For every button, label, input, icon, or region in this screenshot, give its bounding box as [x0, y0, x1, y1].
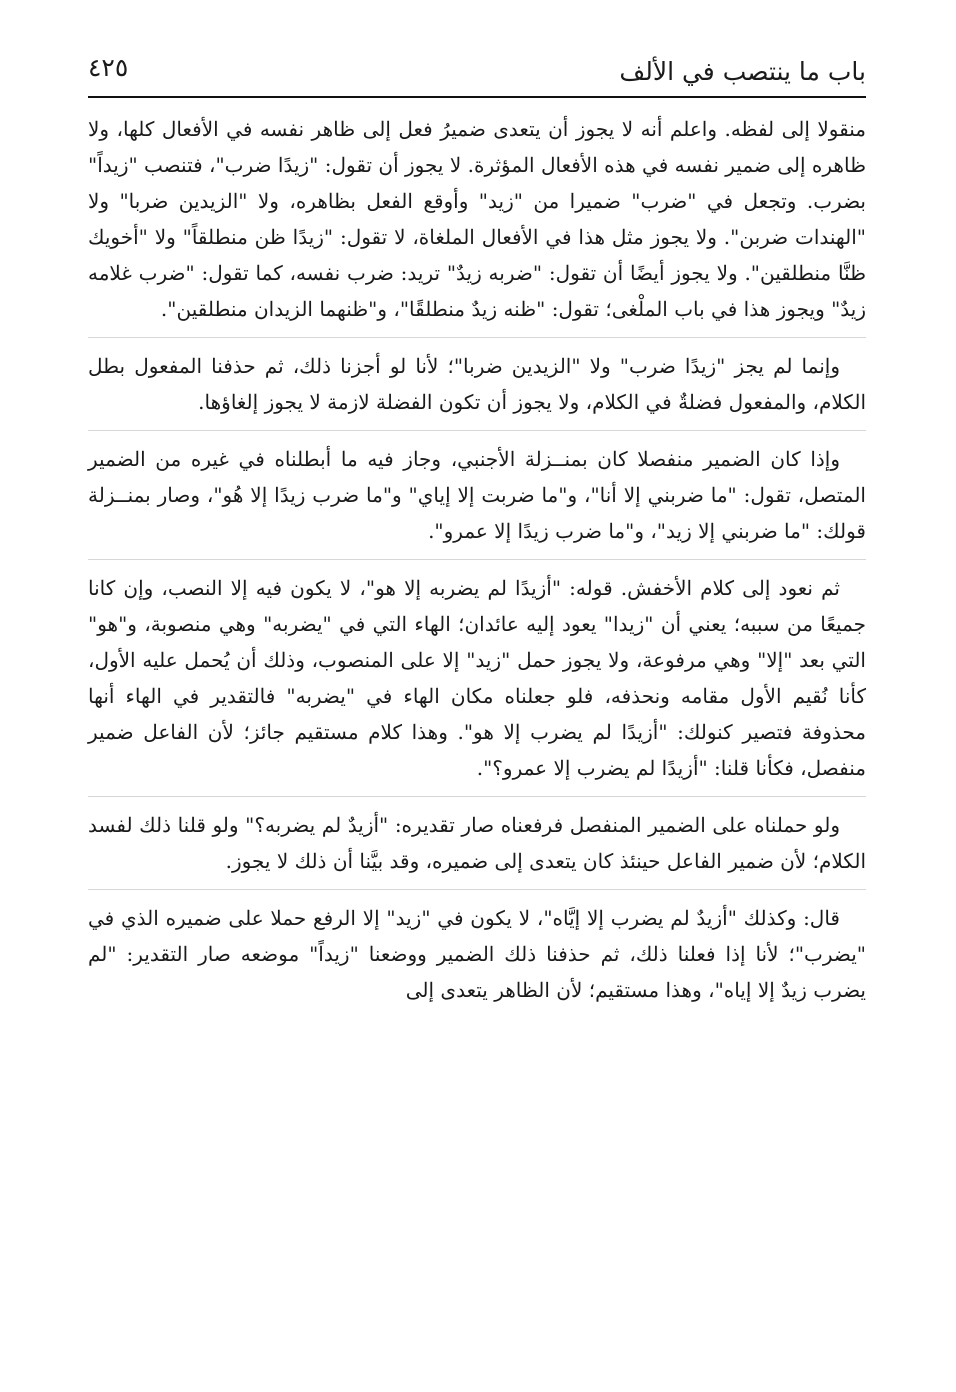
book-page — [88, 40, 866, 1380]
paragraph-4: ثم نعود إلى كلام الأخفش. قوله: "أزيدًا لم يضربه إلا هو"، لا يكون فيه إلا النصب، وإن كانا جميعًا من سببه؛ يعني أن "زيدا" يعود إليه عائدان؛ الهاء التي في "يضربه" وهي منصوبة، و"هو" التي بعد "إلا" وهي مرفوعة، ولا يجوز حمل "زيد" إلا على المنصوب، وذلك أن يُحمل عليه الأول، كأنا نُقيم الأول مقامه ونحذفه، فلو جعلناه مكان الهاء في "يضربه" فالتقدير في الهاء أنها محذوفة فتصير كنولك: "أزيدًا لم يضرب إلا هو". وهذا كلام مستقيم جائز؛ لأن الفاعل ضمير منفصل، فكأنا قلنا: "أزيدًا لم يضرب إلا عمرو؟". — [88, 559, 866, 786]
paragraph-1: منقولا إلى لفظه. واعلم أنه لا يجوز أن يتعدى ضميرُ فعل إلى ظاهر نفسه في الأفعال كلها، ولا ظاهره إلى ضمير نفسه في هذه الأفعال المؤثرة. لا يجوز أن تقول: "زيدًا ضرب"، فتنصب "زيداً" بضرب. وتجعل في "ضرب" ضميرا من "زيد" وأوقع الفعل بظاهره، ولا "الزيدين ضربا" ولا "الهندات ضربن". ولا يجوز مثل هذا في الأفعال الملغاة، لا تقول: "زيدًا ظن منطلقاً" ولا "أخويك ظنَّا منطلقين". ولا يجوز أيضًا أن تقول: "ضربه زيدٌ" تريد: ضرب نفسه، كما تقول: "ضرب غلامه زيدٌ" ويجوز هذا في باب الملْغى؛ تقول: "ظنه زيدٌ منطلقًا"، و"ظنهما الزيدان منطلقين". — [88, 117, 866, 321]
chapter-title: باب ما ينتصب في الألف — [619, 57, 866, 86]
paragraph-2: وإنما لم يجز "زيدًا ضرب" ولا "الزيدين ضربا"؛ لأنا لو أجزنا ذلك، ثم حذفنا المفعول بطل الكلام، والمفعول فضلةٌ في الكلام، ولا يجوز أن تكون الفضلة لازمة لا يجوز إلغاؤها. — [88, 337, 866, 420]
running-header — [88, 40, 866, 98]
page-number: ٤٢٥ — [88, 53, 129, 82]
paragraph-3: وإذا كان الضمير منفصلا كان بمنــزلة الأجنبي، وجاز فيه ما أبطلناه في غيره من الضمير المتصل، تقول: "ما ضربني إلا أنا"، و"ما ضربت إلا إياي" و"ما ضرب زيدًا إلا هُو"، وصار بمنــزلة قولك: "ما ضربني إلا زيد"، و"ما ضرب زيدًا إلا عمرو". — [88, 430, 866, 549]
paragraph-5: ولو حملناه على الضمير المنفصل فرفعناه صار تقديره: "أزيدٌ لم يضربه؟" ولو قلنا ذلك لفسد الكلام؛ لأن ضمير الفاعل حينئذ كان يتعدى إلى ضميره، وقد بيَّنا أن ذلك لا يجوز. — [88, 796, 866, 879]
page-body — [88, 111, 866, 1008]
paragraph-6: قال: وكذلك "أزيدٌ لم يضرب إلا إيَّاه"، لا يكون في "زيد" إلا الرفع حملا على ضميره الذي في "يضرب"؛ لأنا إذا فعلنا ذلك، ثم حذفنا ذلك الضمير ووضعنا "زيداً" موضعه صار التقدير: "لم يضرب زيدٌ إلا إياه"، وهذا مستقيم؛ لأن الظاهر يتعدى إلى — [88, 889, 866, 1008]
